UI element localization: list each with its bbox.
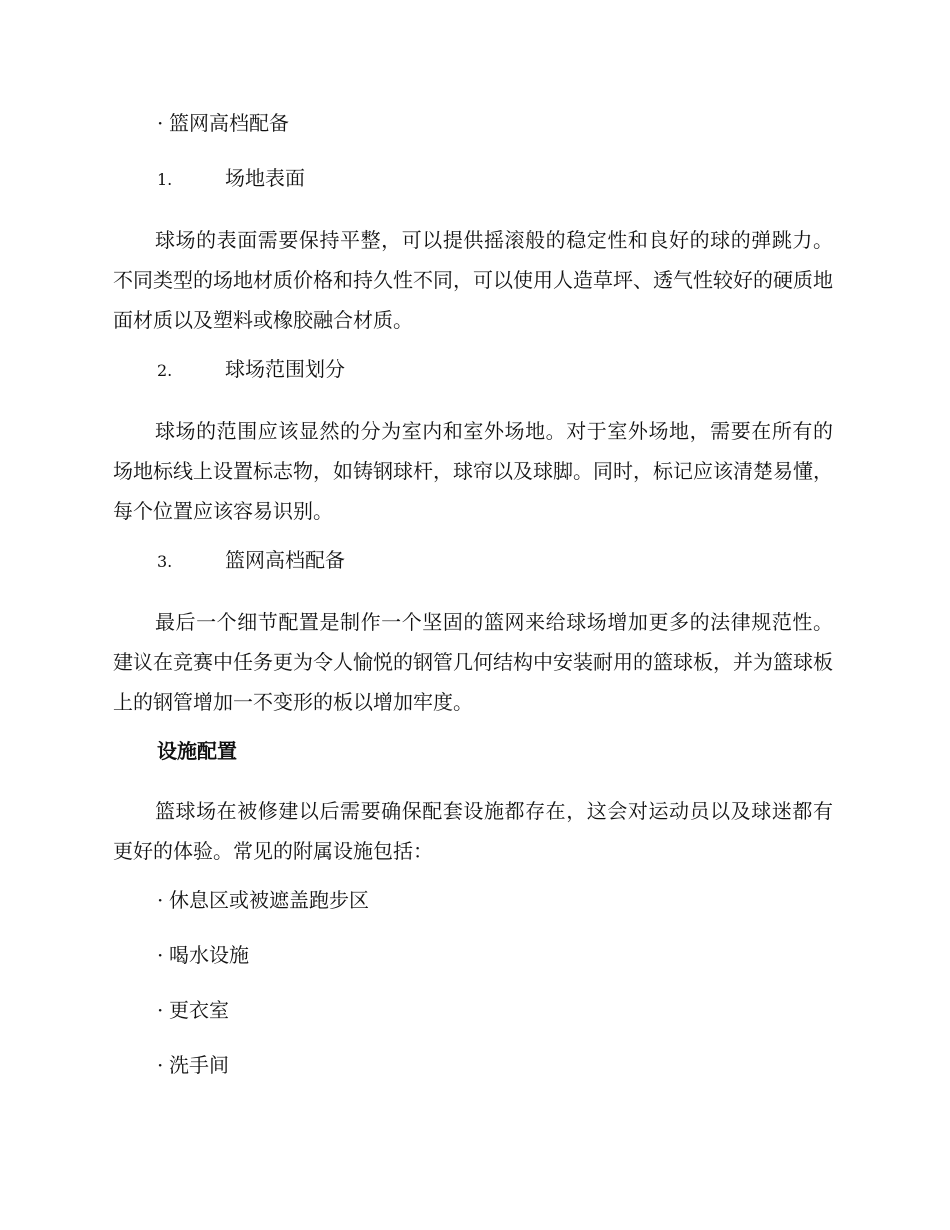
section-heading-3 (157, 545, 833, 577)
section-title: 球场范围划分 (225, 357, 345, 381)
facility-item (157, 995, 833, 1025)
section-body-3: 最后一个细节配置是制作一个坚固的篮网来给球场增加更多的法律规范性。建议在竞赛中任务更为令人愉悦的钢管几何结构中安装耐用的篮球板，并为篮球板上的钢管增加一不变形的板以增加牢度。 (113, 610, 833, 714)
facility-item-text: 更衣室 (169, 998, 229, 1022)
facility-item-text: 休息区或被遮盖跑步区 (169, 888, 369, 912)
section-title: 篮网高档配备 (225, 548, 345, 572)
section-number: 1. (157, 170, 173, 189)
facility-item (157, 1050, 833, 1080)
section-heading-1 (157, 163, 833, 195)
section-title: 场地表面 (225, 166, 305, 190)
section-heading-2 (157, 354, 833, 386)
bullet-marker: · (157, 1053, 164, 1077)
section-number: 2. (157, 361, 173, 380)
bullet-item (157, 108, 833, 138)
facility-heading: 设施配置 (157, 739, 237, 763)
bullet-marker: · (157, 943, 164, 967)
facility-item-text: 洗手间 (169, 1053, 229, 1077)
bullet-text: 篮网高档配备 (169, 111, 289, 135)
section-body-2: 球场的范围应该显然的分为室内和室外场地。对于室外场地，需要在所有的场地标线上设置标志物，如铸钢球杆，球帘以及球脚。同时，标记应该清楚易懂，每个位置应该容易识别。 (113, 419, 833, 523)
section-number: 3. (157, 552, 173, 571)
bullet-marker: · (157, 888, 164, 912)
facility-item (157, 940, 833, 970)
bullet-marker: · (157, 998, 164, 1022)
facility-body: 篮球场在被修建以后需要确保配套设施都存在，这会对运动员以及球迷都有更好的体验。常见的附属设施包括： (113, 799, 833, 863)
facility-item (157, 885, 833, 915)
bullet-marker: · (157, 111, 164, 135)
facility-item-text: 喝水设施 (169, 943, 249, 967)
section-body-1: 球场的表面需要保持平整，可以提供摇滚般的稳定性和良好的球的弹跳力。不同类型的场地材质价格和持久性不同，可以使用人造草坪、透气性较好的硬质地面材质以及塑料或橡胶融合材质。 (113, 228, 833, 332)
document-content (113, 108, 833, 1105)
